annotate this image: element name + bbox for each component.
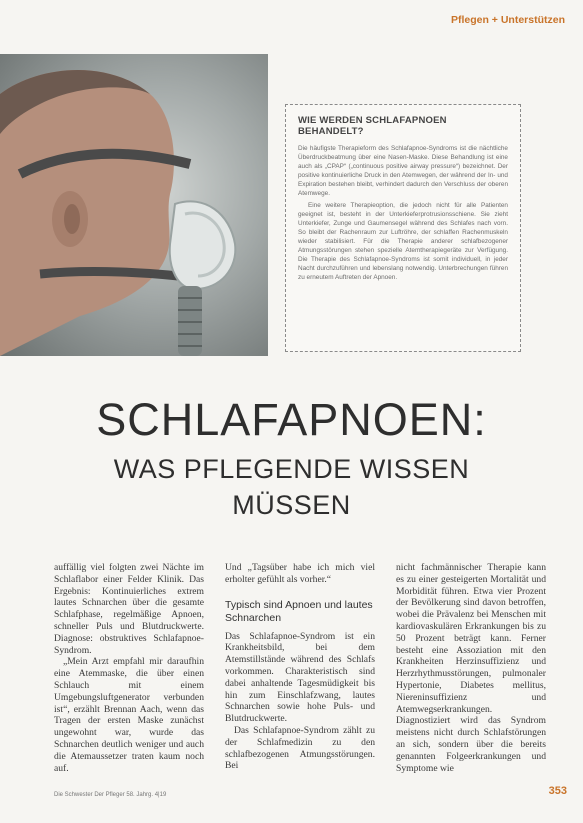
headline-line-2: WAS PFLEGENDE WISSEN: [113, 454, 470, 484]
body-paragraph: Das Schlafapnoe-Syndrom ist ein Krankheitsbild, bei dem Atemstillstände während des Schlafs vorkommen. Charakteristisch sind dabei anhaltende Tagesmüdigkeit bis hin zum Einschlafzwang, lautes Schnarchen sowie hohe Puls- und Blutdruckwerte.: [225, 630, 375, 725]
body-column-3: [396, 562, 546, 774]
cpap-patient-photo: [0, 54, 268, 356]
body-column-2: [225, 562, 375, 772]
info-box: [285, 104, 521, 352]
cpap-illustration: [0, 54, 268, 356]
headline-line-3: MÜSSEN: [232, 490, 351, 520]
subheading: Typisch sind Apnoen und lautes Schnarchen: [225, 598, 373, 624]
headline-line-1: SCHLAFAPNOEN:: [96, 394, 487, 445]
body-paragraph: nicht fachmännischer Therapie kann es zu einer gesteigerten Mortalität und Morbidität führen. Etwa vier Prozent der Bevölkerung sind davon betroffen, wobei die Prävalenz bei Menschen mit kardiovaskulären Erkrankungen bis zu 50 Prozent beträgt kann. Ferner besteht eine Assoziation mit den Krankheiten Herzinsuffizienz und Herzrhythmusstörungen, pulmonaler Hypertonie, Diabetes mellitus, Niereninsuffizienz und Atemwegserkrankungen. Diagnostiziert wird das Syndrom meistens nicht durch Schlafstörungen an sich, sondern über die bereits genannten Folgeerkrankungen und Symptome wie: [396, 562, 546, 774]
page-number: 353: [548, 785, 567, 797]
body-paragraph: Und „Tagsüber habe ich mich viel erholter gefühlt als vorher.“: [225, 562, 375, 585]
body-paragraph: auffällig viel folgten zwei Nächte im Schlaflabor einer Felder Klinik. Das Ergebnis: Kontinuierliches extrem lautes Schnarchen über die gesamte Schlafphase, regelmäßige Apnoen, schneller Puls und Blutdruckwerte. Diagnose: obstruktives Schlafapnoe-Syndrom.: [54, 562, 204, 656]
info-box-paragraph: Die häufigste Therapieform des Schlafapnoe-Syndroms ist die nächtliche Überdruckbeatmung über eine Nasen-Maske. Diese Behandlung ist eine auch als „CPAP“ („continuous positive airway pressure“) bezeichnet. Der positive kontinuierliche Druck in den Atemwegen, der während der In- und Expiration bestehen bleibt, verhindert dadurch den Verschluss der oberen Atemwege.: [298, 145, 508, 197]
body-column-1: [54, 562, 204, 774]
info-box-paragraph: Eine weitere Therapieoption, die jedoch nicht für alle Patienten geeignet ist, besteht in der Unterkieferprotrusionsschiene. Sie zieht Unterkiefer, Zunge und Gaumensegel während des Schlafes nach vorn. So bleibt der Rachenraum zur Luftröhre, der schlaffen Rachenmuskeln wieder stabilisiert. Für die Therapie anderer schlafbezogener Atmungsstörungen stehen spezielle Atemtherapiegeräte zur Verfügung. Die Therapie des Schlafapnoe-Syndroms ist somit individuell, in jeder Nacht durchzuführen und lebenslang notwendig. Unterbrechungen führen zu erneutem Auftreten der Apnoen.: [298, 202, 508, 281]
section-header: Pflegen + Unterstützen: [450, 14, 565, 26]
body-paragraph: Das Schlafapnoe-Syndrom zählt zu der Schlafmedizin zu den schlafbezogenen Atmungsstörungen. Bei: [225, 724, 375, 772]
info-box-title: WIE WERDEN SCHLAFAPNOEN BEHANDELT?: [298, 115, 447, 137]
footer-citation: Die Schwester Der Pfleger 58. Jahrg. 4|19: [54, 792, 167, 798]
body-paragraph: „Mein Arzt empfahl mir daraufhin eine Atemmaske, die über einen Schlauch mit einem Umgebungsluftgenerator verbunden ist“, erzählt Brennan Aach, wenn das Tragen der ersten Maske zunächst ungewohnt war, wurde das Schnarchen deutlich weniger und auch die Atemaussetzer traten kaum noch auf.: [54, 656, 204, 774]
